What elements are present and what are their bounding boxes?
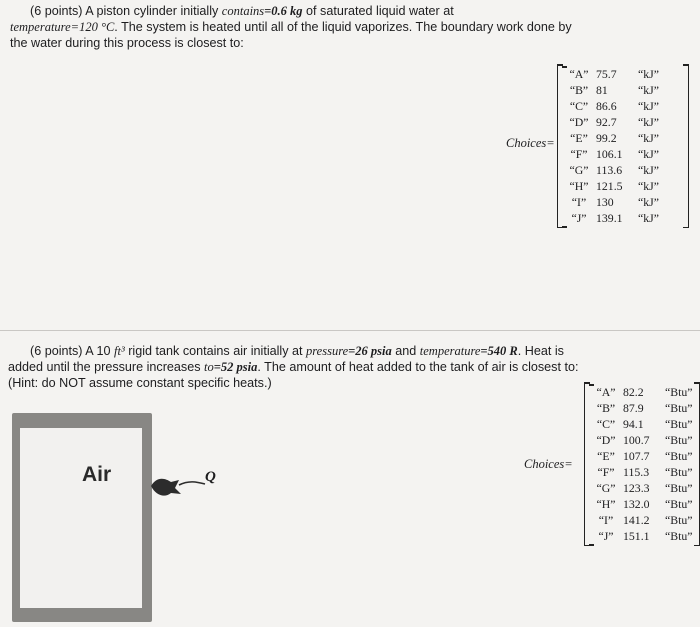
choice-unit: “Btu” [665, 481, 693, 495]
choice-unit: “kJ” [638, 195, 659, 209]
choice-unit: “kJ” [638, 99, 659, 113]
q2-to-value: =52 psia [213, 360, 258, 374]
choice-unit: “Btu” [665, 465, 693, 479]
q2-line1-mid: rigid tank contains air initially at [128, 344, 303, 358]
choice-value: 94.1 [623, 417, 644, 431]
choice-unit: “kJ” [638, 211, 659, 225]
choice-letter: “J” [598, 529, 614, 543]
choice-letter: “E” [597, 449, 615, 463]
q1-contains-var: contains [221, 4, 265, 18]
q2-temperature-var: temperature [419, 344, 481, 358]
choice-value: 107.7 [623, 449, 650, 463]
q2-line1 [30, 343, 564, 359]
q1-line2-suffix: . The system is heated until all of the liquid vaporizes. The boundary work done by [114, 20, 572, 34]
q2-choices-matrix [584, 382, 700, 546]
choice-value: 139.1 [596, 211, 623, 225]
choice-unit: “Btu” [665, 449, 693, 463]
choice-value: 151.1 [623, 529, 650, 543]
choice-letter: “A” [596, 385, 616, 399]
choice-value: 123.3 [623, 481, 650, 495]
choice-value: 92.7 [596, 115, 617, 129]
q2-pressure-var: pressure [306, 344, 349, 358]
q2-and-text: and [395, 344, 417, 358]
choice-unit: “Btu” [665, 433, 693, 447]
choice-unit: “Btu” [665, 401, 693, 415]
choice-unit: “kJ” [638, 67, 659, 81]
q1-line3: the water during this process is closest to: [10, 36, 244, 50]
choice-row [562, 178, 688, 194]
choice-letter: “D” [596, 433, 616, 447]
choice-letter: “C” [569, 99, 589, 113]
tank-label: Air [82, 463, 112, 486]
choice-row [589, 528, 699, 544]
choice-value: 113.6 [596, 163, 623, 177]
q2-intro-text: (6 points) A 10 [30, 344, 111, 358]
choice-row [562, 66, 688, 82]
q1-temperature-value: =120 °C [70, 20, 115, 34]
choice-row [562, 98, 688, 114]
choice-value: 132.0 [623, 497, 650, 511]
choice-row [589, 432, 699, 448]
choice-unit: “Btu” [665, 417, 693, 431]
q2-choices-label: Choices= [524, 457, 573, 471]
q2-line2-prefix: added until the pressure increases [8, 360, 201, 374]
choice-row [589, 400, 699, 416]
q1-temperature-var: temperature [10, 20, 71, 34]
choice-letter: “G” [569, 163, 589, 177]
choice-row [562, 162, 688, 178]
q1-line1 [30, 3, 454, 19]
choice-row [562, 82, 688, 98]
choice-letter: “I” [571, 195, 587, 209]
choice-row [562, 194, 688, 210]
q1-intro-text: (6 points) A piston cylinder initially [30, 4, 219, 18]
q1-line2 [10, 19, 572, 35]
choice-unit: “kJ” [638, 83, 659, 97]
choice-letter: “A” [569, 67, 589, 81]
choice-row [562, 114, 688, 130]
choice-value: 121.5 [596, 179, 623, 193]
question-divider [0, 330, 700, 331]
q1-contains-value: =0.6 kg [264, 4, 303, 18]
q2-temperature-value: =540 R [480, 344, 518, 358]
choice-row [589, 480, 699, 496]
choice-letter: “F” [597, 465, 615, 479]
choice-letter: “I” [598, 513, 614, 527]
choice-row [589, 384, 699, 400]
choice-row [589, 448, 699, 464]
choice-value: 106.1 [596, 147, 623, 161]
choice-row [589, 512, 699, 528]
choice-row [589, 464, 699, 480]
choice-unit: “Btu” [665, 529, 693, 543]
q2-pressure-value: =26 psia [348, 344, 392, 358]
choice-value: 82.2 [623, 385, 644, 399]
q2-to-var: to [204, 360, 214, 374]
q2-line3: (Hint: do NOT assume constant specific heats.) [8, 376, 272, 390]
choice-unit: “Btu” [665, 385, 693, 399]
choice-unit: “Btu” [665, 497, 693, 511]
choice-letter: “H” [569, 179, 589, 193]
choice-row [589, 496, 699, 512]
choice-unit: “kJ” [638, 163, 659, 177]
choice-value: 141.2 [623, 513, 650, 527]
choice-value: 81 [596, 83, 608, 97]
choice-value: 75.7 [596, 67, 617, 81]
choice-value: 115.3 [623, 465, 650, 479]
choice-value: 99.2 [596, 131, 617, 145]
q2-line1-suffix: . Heat is [517, 344, 564, 358]
q2-volume-unit: ft³ [114, 344, 125, 358]
q1-line1-suffix: of saturated liquid water at [306, 4, 454, 18]
tank-interior [20, 428, 142, 608]
choice-letter: “B” [596, 401, 616, 415]
q1-choices-matrix [557, 64, 689, 228]
choice-letter: “D” [569, 115, 589, 129]
heat-label: Q [205, 469, 216, 485]
choice-unit: “kJ” [638, 115, 659, 129]
choice-unit: “kJ” [638, 179, 659, 193]
choice-letter: “H” [596, 497, 616, 511]
choice-unit: “kJ” [638, 131, 659, 145]
choice-row [562, 146, 688, 162]
choice-letter: “J” [571, 211, 587, 225]
choice-row [562, 210, 688, 226]
choice-letter: “F” [570, 147, 588, 161]
q2-line2-suffix: . The amount of heat added to the tank of air is closest to: [257, 360, 579, 374]
choice-unit: “kJ” [638, 147, 659, 161]
choice-value: 87.9 [623, 401, 644, 415]
choice-row [562, 130, 688, 146]
q2-line2 [8, 359, 578, 375]
choice-unit: “Btu” [665, 513, 693, 527]
choice-letter: “G” [596, 481, 616, 495]
choice-letter: “C” [596, 417, 616, 431]
choice-row [589, 416, 699, 432]
choice-letter: “E” [570, 131, 588, 145]
choice-value: 86.6 [596, 99, 617, 113]
q1-choices-label: Choices= [506, 136, 555, 150]
choice-letter: “B” [569, 83, 589, 97]
choice-value: 100.7 [623, 433, 650, 447]
choice-value: 130 [596, 195, 614, 209]
